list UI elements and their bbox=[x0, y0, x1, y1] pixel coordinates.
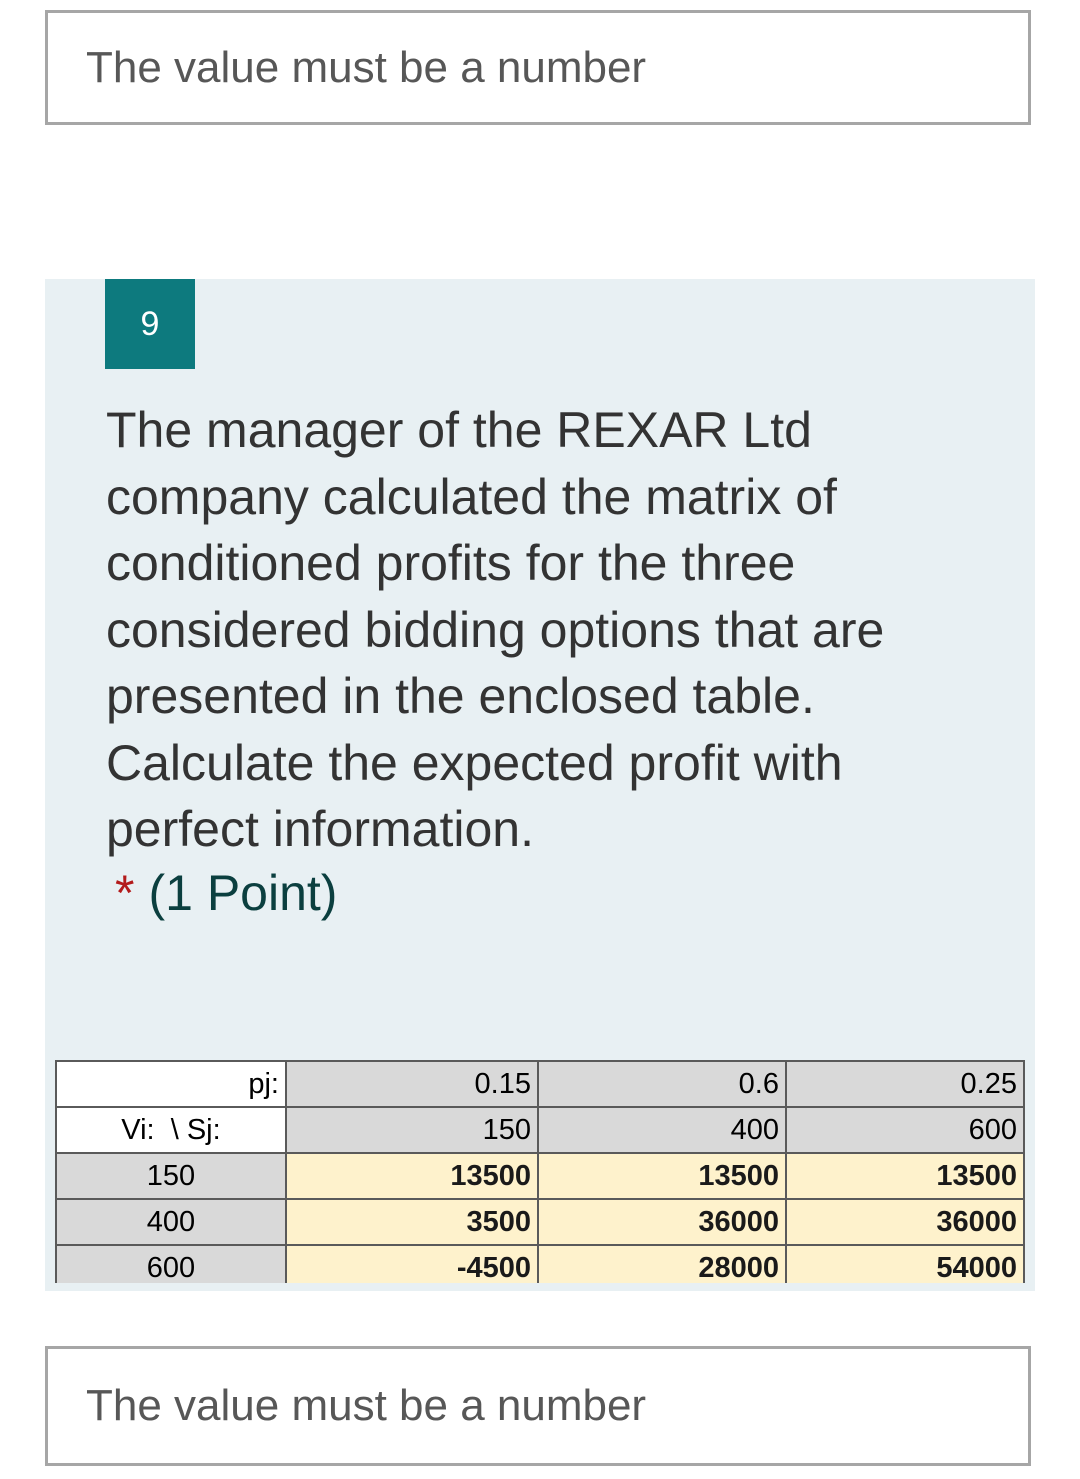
table-cell: 36000 bbox=[538, 1199, 786, 1245]
question-points bbox=[115, 864, 337, 922]
table-cell: 0.6 bbox=[538, 1061, 786, 1107]
row-label: 600 bbox=[56, 1245, 286, 1283]
table-row bbox=[56, 1199, 1024, 1245]
answer-placeholder-top: The value must be a number bbox=[86, 42, 647, 92]
table-cell: 13500 bbox=[786, 1153, 1024, 1199]
question-number: 9 bbox=[140, 304, 160, 343]
table-cell: 400 bbox=[538, 1107, 786, 1153]
table-cell: 36000 bbox=[786, 1199, 1024, 1245]
table-cell: 3500 bbox=[286, 1199, 538, 1245]
table-row bbox=[56, 1245, 1024, 1283]
required-star: * bbox=[115, 865, 135, 921]
question-number-badge bbox=[105, 279, 195, 369]
prob-label: pj: bbox=[56, 1061, 286, 1107]
table-row bbox=[56, 1153, 1024, 1199]
table-cell: 150 bbox=[286, 1107, 538, 1153]
table-cell: 13500 bbox=[538, 1153, 786, 1199]
table-cell: 54000 bbox=[786, 1245, 1024, 1283]
profit-matrix-table bbox=[55, 1060, 1025, 1283]
table-cell: 0.25 bbox=[786, 1061, 1024, 1107]
row-label: 150 bbox=[56, 1153, 286, 1199]
points-label: (1 Point) bbox=[148, 865, 338, 921]
table-cell: 28000 bbox=[538, 1245, 786, 1283]
table-cell: 13500 bbox=[286, 1153, 538, 1199]
table-cell: 0.15 bbox=[286, 1061, 538, 1107]
question-text: The manager of the REXAR Ltd company calculated the matrix of conditioned profits for the three considered bidding options that are presented in the enclosed table. Calculate the expected profit with perfect information. bbox=[106, 402, 885, 857]
question-card bbox=[45, 279, 1035, 1291]
state-label: Vi: \ Sj: bbox=[56, 1107, 286, 1153]
answer-input-top[interactable] bbox=[45, 10, 1031, 125]
profit-matrix-image bbox=[55, 1060, 1027, 1283]
table-cell: 600 bbox=[786, 1107, 1024, 1153]
answer-input-bottom[interactable] bbox=[45, 1346, 1031, 1466]
answer-placeholder-bottom: The value must be a number bbox=[86, 1381, 647, 1430]
table-cell: -4500 bbox=[286, 1245, 538, 1283]
row-label: 400 bbox=[56, 1199, 286, 1245]
table-row bbox=[56, 1107, 1024, 1153]
table-row bbox=[56, 1061, 1024, 1107]
